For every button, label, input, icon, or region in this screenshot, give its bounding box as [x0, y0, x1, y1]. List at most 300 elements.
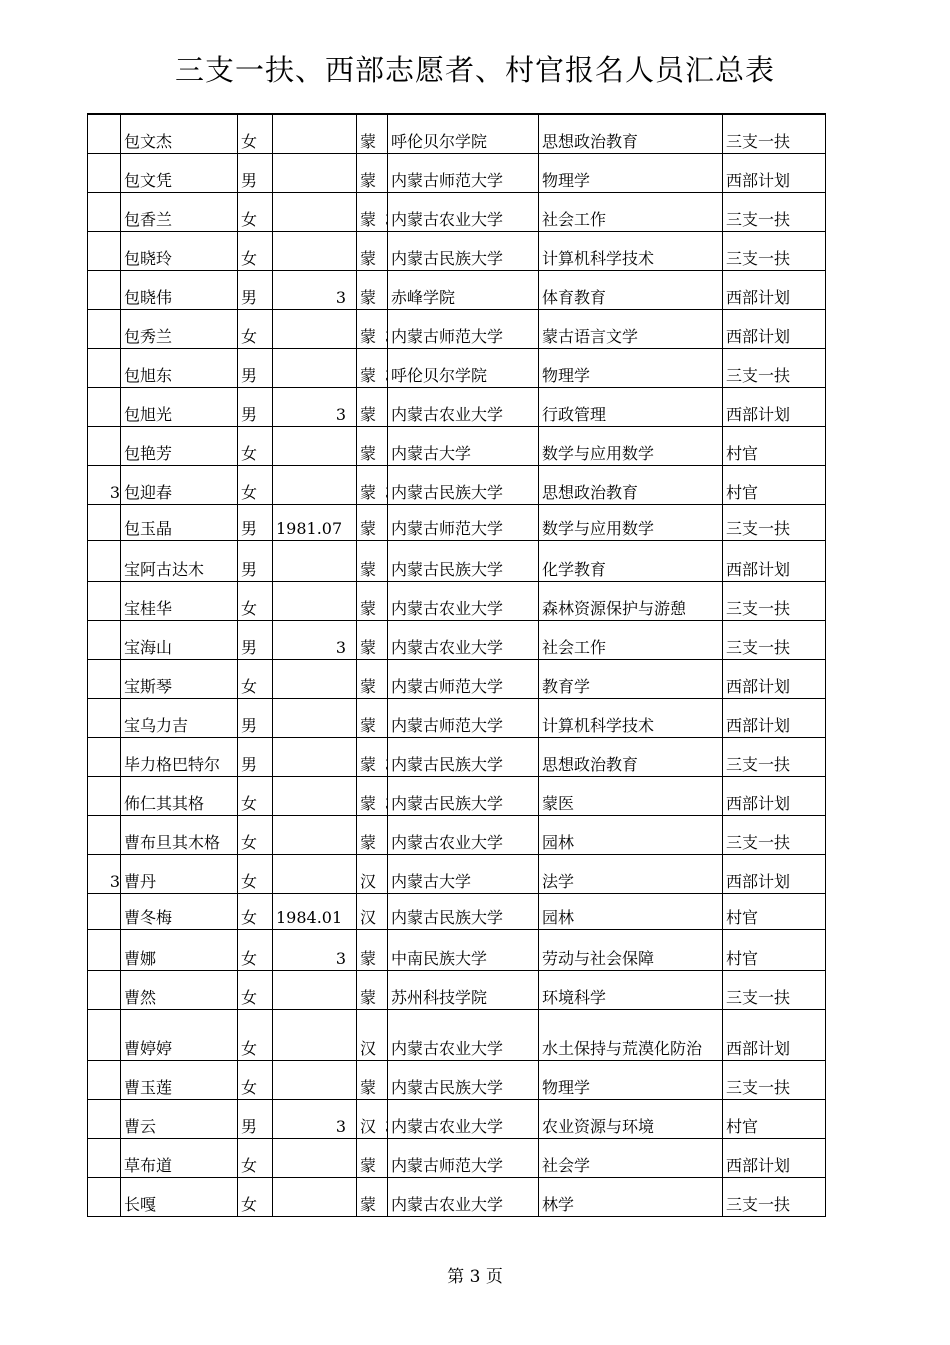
gender-cell-text: 男 [241, 518, 258, 538]
program-cell-text: 村官 [726, 948, 759, 968]
gender-cell-text: 女 [241, 443, 258, 463]
ethnicity-cell [357, 114, 388, 153]
school-cell [388, 929, 539, 970]
gender-cell [238, 504, 273, 540]
ethnicity-cell-text: 蒙 [360, 676, 377, 696]
birth-cell-text: 3 [335, 948, 346, 968]
name-cell [121, 970, 238, 1009]
ethnicity-cell [357, 929, 388, 970]
ethnicity-cell [357, 854, 388, 893]
row-mark [88, 1177, 121, 1216]
gender-cell [238, 1009, 273, 1060]
gender-cell [238, 620, 273, 659]
gender-cell-text: 女 [241, 209, 258, 229]
ethnicity-cell [357, 231, 388, 270]
row-mark [88, 192, 121, 231]
school-cell [388, 659, 539, 698]
major-cell [539, 854, 723, 893]
page-number [0, 1262, 950, 1287]
birth-cell [273, 231, 357, 270]
school-cell-text: 内蒙古农业大学 [391, 209, 504, 229]
table-row [88, 815, 826, 854]
name-cell [121, 698, 238, 737]
school-cell [388, 114, 539, 153]
table-row [88, 581, 826, 620]
ethnicity-cell-text: 汉 [360, 907, 377, 927]
school-cell-text: 内蒙古民族大学 [391, 754, 504, 774]
major-cell [539, 1009, 723, 1060]
name-cell [121, 540, 238, 581]
gender-cell-text: 女 [241, 832, 258, 852]
ethnicity-cell-text: 蒙 [360, 365, 377, 385]
program-cell [723, 1060, 826, 1099]
major-cell-text: 社会工作 [542, 209, 607, 229]
major-cell-text: 思想政治教育 [542, 482, 639, 502]
program-cell [723, 893, 826, 929]
ethnicity-cell [357, 581, 388, 620]
school-cell [388, 309, 539, 348]
gender-cell-text: 女 [241, 326, 258, 346]
gender-cell-text: 男 [241, 1116, 258, 1136]
row-mark [88, 659, 121, 698]
ethnicity-cell-text: 蒙 [360, 170, 377, 190]
name-cell [121, 192, 238, 231]
name-cell [121, 1009, 238, 1060]
school-cell-text: 内蒙古师范大学 [391, 326, 504, 346]
school-cell [388, 698, 539, 737]
table-row [88, 1060, 826, 1099]
school-cell-text: 呼伦贝尔学院 [391, 365, 488, 385]
name-cell-text: 包秀兰 [124, 326, 173, 346]
name-cell [121, 893, 238, 929]
school-cell [388, 504, 539, 540]
program-cell [723, 659, 826, 698]
ethnicity-cell-text: 蒙 [360, 948, 377, 968]
name-cell [121, 929, 238, 970]
school-cell-text: 赤峰学院 [391, 287, 456, 307]
program-cell-text: 村官 [726, 443, 759, 463]
table-row [88, 348, 826, 387]
program-cell [723, 114, 826, 153]
program-cell-text: 三支一扶 [726, 832, 791, 852]
program-cell-text: 西部计划 [726, 287, 791, 307]
table-row [88, 620, 826, 659]
ethnicity-cell [357, 737, 388, 776]
gender-cell [238, 387, 273, 426]
birth-cell-text: 3 [335, 637, 346, 657]
program-cell-text: 三支一扶 [726, 518, 791, 538]
birth-cell-text: 1981.07 [276, 518, 343, 538]
program-cell-text: 村官 [726, 1116, 759, 1136]
ethnicity-cell-text: 蒙 [360, 637, 377, 657]
school-cell-text: 内蒙古农业大学 [391, 832, 504, 852]
ethnicity-cell-text: 蒙 [360, 248, 377, 268]
school-cell [388, 153, 539, 192]
birth-cell-text: 3 [335, 1116, 346, 1136]
gender-cell-text: 男 [241, 715, 258, 735]
ethnicity-cell [357, 620, 388, 659]
major-cell [539, 1099, 723, 1138]
program-cell [723, 465, 826, 504]
major-cell-text: 园林 [542, 832, 575, 852]
name-cell [121, 153, 238, 192]
name-cell-text: 佈仁其其格 [124, 793, 205, 813]
program-cell-text: 三支一扶 [726, 987, 791, 1007]
major-cell [539, 192, 723, 231]
ethnicity-cell-text: 蒙 [360, 715, 377, 735]
major-cell [539, 504, 723, 540]
row-mark [88, 270, 121, 309]
gender-cell [238, 309, 273, 348]
program-cell-text: 西部计划 [726, 793, 791, 813]
school-cell-text: 内蒙古民族大学 [391, 482, 504, 502]
major-cell [539, 1177, 723, 1216]
major-cell-text: 数学与应用数学 [542, 518, 655, 538]
gender-cell-text: 女 [241, 131, 258, 151]
ethnicity-cell-text: 蒙 [360, 793, 377, 813]
page-suffix: 页 [485, 1267, 503, 1287]
school-cell [388, 348, 539, 387]
gender-cell-text: 女 [241, 1194, 258, 1214]
school-cell [388, 581, 539, 620]
program-cell-text: 三支一扶 [726, 637, 791, 657]
row-mark [88, 426, 121, 465]
birth-cell [273, 1009, 357, 1060]
table-row [88, 465, 826, 504]
major-cell-text: 计算机科学技术 [542, 248, 655, 268]
school-cell-text: 内蒙古农业大学 [391, 598, 504, 618]
major-cell [539, 737, 723, 776]
program-cell-text: 西部计划 [726, 404, 791, 424]
birth-cell-text: 1984.01 [276, 907, 343, 927]
row-mark [88, 504, 121, 540]
table-row [88, 1099, 826, 1138]
major-cell-text: 农业资源与环境 [542, 1116, 655, 1136]
gender-cell [238, 1177, 273, 1216]
birth-cell [273, 698, 357, 737]
birth-cell [273, 348, 357, 387]
birth-cell [273, 815, 357, 854]
birth-cell [273, 270, 357, 309]
major-cell-text: 物理学 [542, 365, 591, 385]
program-cell [723, 929, 826, 970]
school-cell [388, 737, 539, 776]
ethnicity-cell [357, 192, 388, 231]
major-cell-text: 水土保持与荒漠化防治 [542, 1038, 703, 1058]
ethnicity-cell-text: 蒙 [360, 987, 377, 1007]
school-cell [388, 1099, 539, 1138]
gender-cell-text: 男 [241, 754, 258, 774]
name-cell-text: 包晓伟 [124, 287, 173, 307]
program-cell [723, 698, 826, 737]
school-cell [388, 620, 539, 659]
school-cell [388, 1009, 539, 1060]
major-cell [539, 659, 723, 698]
ethnicity-cell [357, 698, 388, 737]
name-cell-text: 包艳芳 [124, 443, 173, 463]
major-cell-text: 社会工作 [542, 637, 607, 657]
gender-cell [238, 893, 273, 929]
school-cell [388, 1177, 539, 1216]
birth-cell [273, 309, 357, 348]
name-cell-text: 曹冬梅 [124, 907, 173, 927]
ethnicity-cell-text: 蒙 [360, 1077, 377, 1097]
major-cell-text: 蒙医 [542, 793, 575, 813]
row-mark [88, 153, 121, 192]
table-row [88, 114, 826, 153]
program-cell-text: 三支一扶 [726, 1194, 791, 1214]
school-cell-text: 内蒙古师范大学 [391, 518, 504, 538]
row-mark [88, 776, 121, 815]
name-cell [121, 387, 238, 426]
birth-cell [273, 854, 357, 893]
program-cell [723, 581, 826, 620]
gender-cell [238, 929, 273, 970]
row-mark [88, 1099, 121, 1138]
birth-cell [273, 114, 357, 153]
name-cell-text: 包香兰 [124, 209, 173, 229]
major-cell [539, 1060, 723, 1099]
birth-cell [273, 504, 357, 540]
program-cell-text: 三支一扶 [726, 1077, 791, 1097]
page-number-value: 3 [469, 1267, 481, 1287]
ethnicity-cell [357, 426, 388, 465]
birth-cell [273, 387, 357, 426]
name-cell [121, 620, 238, 659]
birth-cell [273, 1177, 357, 1216]
program-cell-text: 三支一扶 [726, 598, 791, 618]
name-cell-text: 长嘎 [124, 1194, 157, 1214]
name-cell-text: 毕力格巴特尔 [124, 754, 221, 774]
birth-cell [273, 192, 357, 231]
name-cell-text: 包玉晶 [124, 518, 173, 538]
major-cell [539, 970, 723, 1009]
ethnicity-cell [357, 1060, 388, 1099]
major-cell [539, 929, 723, 970]
school-cell-text: 内蒙古师范大学 [391, 715, 504, 735]
school-cell [388, 1060, 539, 1099]
gender-cell [238, 231, 273, 270]
gender-cell-text: 男 [241, 404, 258, 424]
table-row [88, 504, 826, 540]
program-cell-text: 西部计划 [726, 170, 791, 190]
program-cell [723, 153, 826, 192]
row-mark [88, 929, 121, 970]
major-cell-text: 化学教育 [542, 559, 607, 579]
major-cell-text: 劳动与社会保障 [542, 948, 655, 968]
gender-cell [238, 1138, 273, 1177]
table-row [88, 309, 826, 348]
program-cell [723, 776, 826, 815]
program-cell-text: 西部计划 [726, 715, 791, 735]
birth-cell [273, 737, 357, 776]
table-row [88, 153, 826, 192]
ethnicity-cell [357, 348, 388, 387]
name-cell-text: 宝阿古达木 [124, 559, 205, 579]
program-cell [723, 540, 826, 581]
name-cell [121, 348, 238, 387]
name-cell [121, 1177, 238, 1216]
table-row [88, 192, 826, 231]
major-cell [539, 815, 723, 854]
birth-cell [273, 1060, 357, 1099]
program-cell-text: 三支一扶 [726, 365, 791, 385]
ethnicity-cell-text: 汉 [360, 1116, 377, 1136]
table-row [88, 1138, 826, 1177]
school-cell [388, 270, 539, 309]
program-cell [723, 737, 826, 776]
ethnicity-overflow-mark [385, 756, 388, 774]
page-prefix: 第 [447, 1267, 465, 1287]
major-cell [539, 231, 723, 270]
ethnicity-cell-text: 汉 [360, 1038, 377, 1058]
program-cell [723, 426, 826, 465]
program-cell-text: 西部计划 [726, 1038, 791, 1058]
birth-cell [273, 426, 357, 465]
gender-cell-text: 女 [241, 793, 258, 813]
name-cell [121, 1099, 238, 1138]
major-cell [539, 270, 723, 309]
ethnicity-cell [357, 1177, 388, 1216]
program-cell [723, 854, 826, 893]
major-cell [539, 426, 723, 465]
ethnicity-cell [357, 776, 388, 815]
gender-cell [238, 659, 273, 698]
birth-cell-text: 3 [335, 404, 346, 424]
major-cell [539, 776, 723, 815]
school-cell [388, 854, 539, 893]
major-cell-text: 体育教育 [542, 287, 607, 307]
ethnicity-cell-text: 蒙 [360, 832, 377, 852]
row-mark [88, 620, 121, 659]
row-mark [88, 581, 121, 620]
program-cell [723, 387, 826, 426]
name-cell [121, 114, 238, 153]
table-row [88, 426, 826, 465]
gender-cell [238, 970, 273, 1009]
major-cell [539, 348, 723, 387]
name-cell-text: 草布道 [124, 1155, 173, 1175]
row-mark [88, 1060, 121, 1099]
gender-cell-text: 女 [241, 948, 258, 968]
major-cell-text: 数学与应用数学 [542, 443, 655, 463]
major-cell-text: 思想政治教育 [542, 131, 639, 151]
ethnicity-cell-text: 蒙 [360, 443, 377, 463]
gender-cell [238, 348, 273, 387]
table-row [88, 893, 826, 929]
program-cell-text: 三支一扶 [726, 131, 791, 151]
ethnicity-cell [357, 659, 388, 698]
ethnicity-cell [357, 1138, 388, 1177]
ethnicity-cell-text: 汉 [360, 871, 377, 891]
gender-cell [238, 581, 273, 620]
program-cell-text: 西部计划 [726, 871, 791, 891]
gender-cell-text: 女 [241, 871, 258, 891]
ethnicity-cell [357, 540, 388, 581]
ethnicity-cell [357, 270, 388, 309]
table-row [88, 698, 826, 737]
gender-cell [238, 1060, 273, 1099]
major-cell-text: 园林 [542, 907, 575, 927]
program-cell-text: 西部计划 [726, 326, 791, 346]
table-row [88, 540, 826, 581]
gender-cell [238, 270, 273, 309]
gender-cell-text: 女 [241, 248, 258, 268]
school-cell [388, 426, 539, 465]
school-cell [388, 815, 539, 854]
row-mark [88, 387, 121, 426]
ethnicity-cell-text: 蒙 [360, 209, 377, 229]
name-cell [121, 737, 238, 776]
gender-cell [238, 698, 273, 737]
row-mark [88, 737, 121, 776]
school-cell [388, 1138, 539, 1177]
program-cell [723, 309, 826, 348]
school-cell-text: 中南民族大学 [391, 948, 488, 968]
school-cell-text: 内蒙古农业大学 [391, 1116, 504, 1136]
school-cell-text: 内蒙古大学 [391, 871, 472, 891]
ethnicity-cell [357, 970, 388, 1009]
birth-cell [273, 776, 357, 815]
major-cell [539, 540, 723, 581]
name-cell [121, 465, 238, 504]
school-cell [388, 192, 539, 231]
gender-cell-text: 女 [241, 1155, 258, 1175]
school-cell-text: 内蒙古民族大学 [391, 793, 504, 813]
name-cell-text: 曹娜 [124, 948, 157, 968]
name-cell [121, 231, 238, 270]
major-cell [539, 620, 723, 659]
major-cell [539, 309, 723, 348]
ethnicity-cell [357, 387, 388, 426]
gender-cell [238, 192, 273, 231]
gender-cell-text: 男 [241, 637, 258, 657]
table-row [88, 387, 826, 426]
table-row [88, 1009, 826, 1060]
school-cell-text: 苏州科技学院 [391, 987, 488, 1007]
program-cell-text: 三支一扶 [726, 248, 791, 268]
major-cell-text: 蒙古语言文学 [542, 326, 639, 346]
name-cell-text: 包晓玲 [124, 248, 173, 268]
program-cell-text: 村官 [726, 482, 759, 502]
table-row [88, 1177, 826, 1216]
program-cell-text: 村官 [726, 907, 759, 927]
ethnicity-cell [357, 1099, 388, 1138]
table-row [88, 776, 826, 815]
school-cell [388, 231, 539, 270]
program-cell [723, 620, 826, 659]
major-cell-text: 法学 [542, 871, 575, 891]
table-row [88, 737, 826, 776]
program-cell [723, 970, 826, 1009]
school-cell-text: 内蒙古农业大学 [391, 404, 504, 424]
major-cell [539, 153, 723, 192]
ethnicity-cell [357, 893, 388, 929]
program-cell [723, 1177, 826, 1216]
name-cell-text: 宝斯琴 [124, 676, 173, 696]
school-cell-text: 内蒙古农业大学 [391, 637, 504, 657]
ethnicity-overflow-mark [385, 328, 388, 346]
birth-cell [273, 1138, 357, 1177]
major-cell [539, 1138, 723, 1177]
school-cell-text: 呼伦贝尔学院 [391, 131, 488, 151]
birth-cell [273, 659, 357, 698]
gender-cell-text: 男 [241, 365, 258, 385]
gender-cell [238, 426, 273, 465]
row-mark [88, 540, 121, 581]
gender-cell-text: 女 [241, 598, 258, 618]
table-row [88, 970, 826, 1009]
